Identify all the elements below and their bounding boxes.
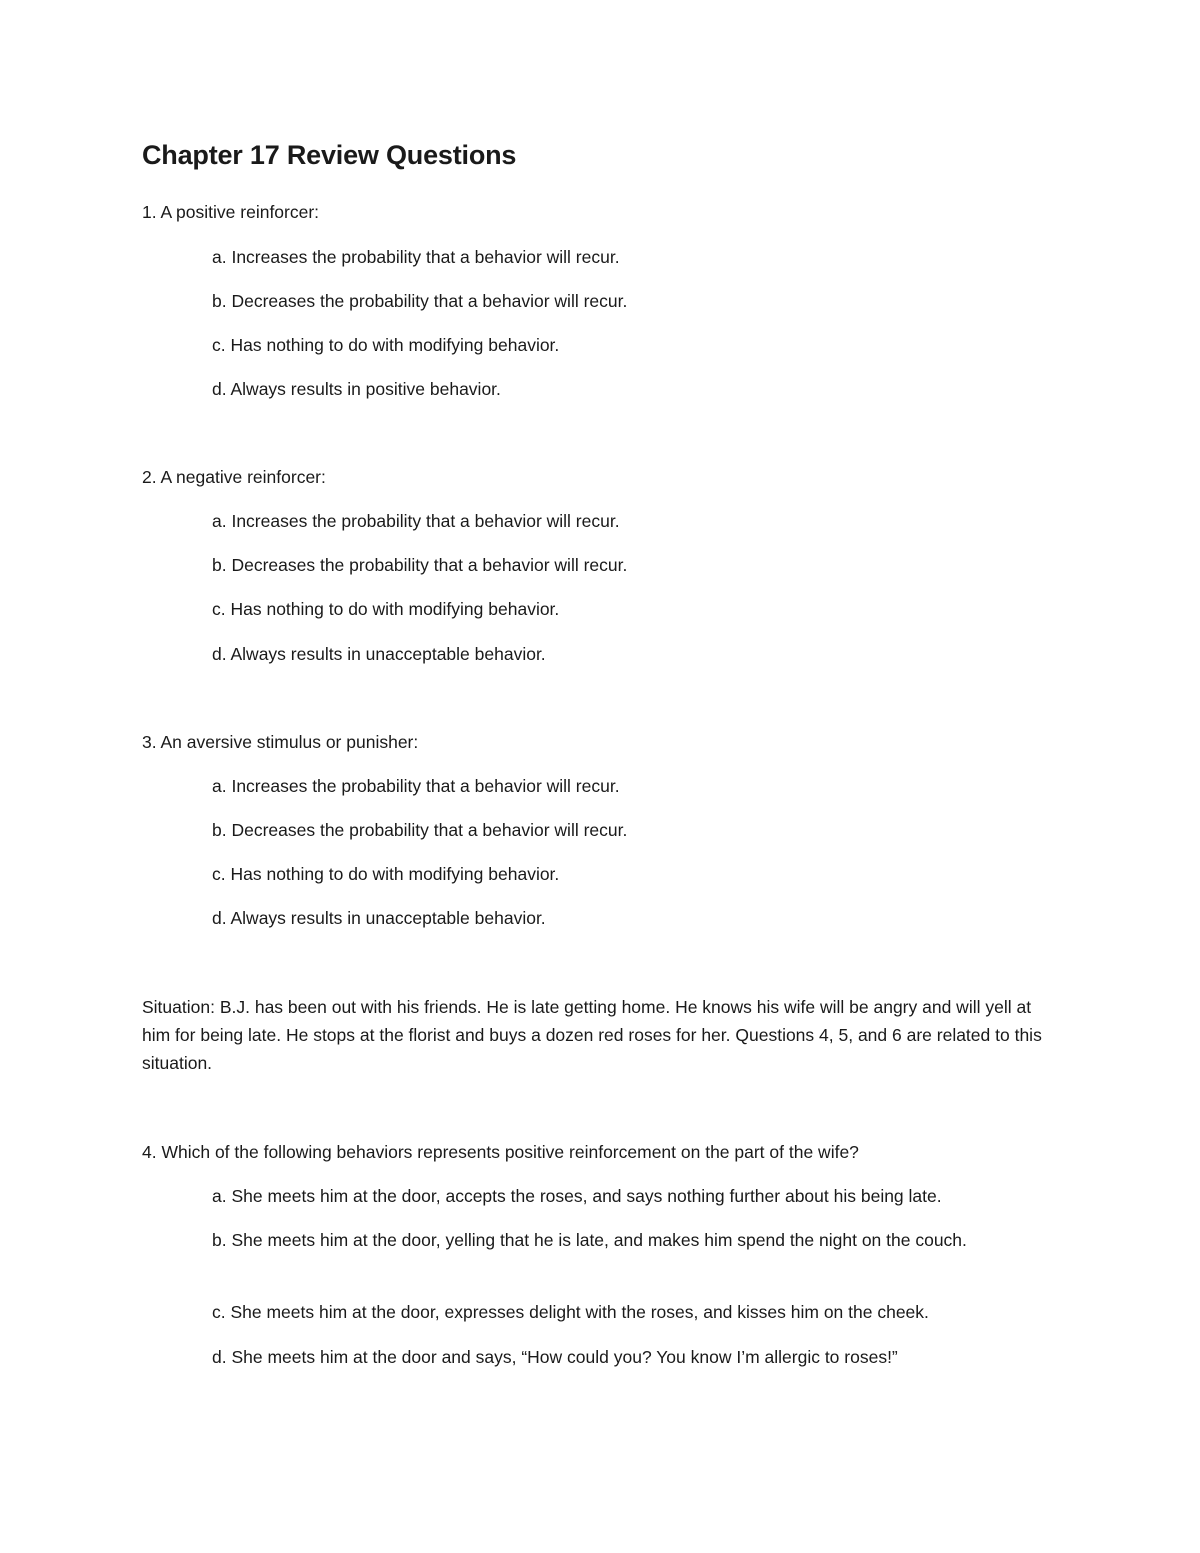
question-2-option-a: a. Increases the probability that a behavior will recur.: [212, 511, 620, 531]
question-2-option-c: c. Has nothing to do with modifying behavior.: [212, 599, 560, 619]
question-2-prompt: 2. A negative reinforcer:: [142, 467, 326, 487]
question-4-option-b: b. She meets him at the door, yelling that he is late, and makes him spend the night on the couch.: [212, 1230, 967, 1250]
page-title: Chapter 17 Review Questions: [142, 140, 517, 170]
question-2-option-d: d. Always results in unacceptable behavior.: [212, 644, 546, 664]
situation-paragraph: Situation: B.J. has been out with his friends. He is late getting home. He knows his wife will be angry and will yell at him for being late. He stops at the florist and buys a dozen red roses for her. Questions 4, 5, and 6 are related to this situation.: [142, 997, 1042, 1073]
question-3-option-d: d. Always results in unacceptable behavior.: [212, 908, 546, 928]
question-3-option-b: b. Decreases the probability that a behavior will recur.: [212, 820, 628, 840]
question-1-prompt: 1. A positive reinforcer:: [142, 202, 320, 222]
question-2-option-b: b. Decreases the probability that a behavior will recur.: [212, 555, 628, 575]
question-4-option-a: a. She meets him at the door, accepts the roses, and says nothing further about his being late.: [212, 1186, 942, 1206]
question-4-prompt: 4. Which of the following behaviors represents positive reinforcement on the part of the wife?: [142, 1142, 859, 1162]
question-1-option-c: c. Has nothing to do with modifying behavior.: [212, 335, 560, 355]
question-3-prompt: 3. An aversive stimulus or punisher:: [142, 732, 419, 752]
question-3-option-a: a. Increases the probability that a behavior will recur.: [212, 776, 620, 796]
question-3-option-c: c. Has nothing to do with modifying behavior.: [212, 864, 560, 884]
question-4-option-c: c. She meets him at the door, expresses delight with the roses, and kisses him on the cheek.: [212, 1302, 929, 1322]
question-1-option-b: b. Decreases the probability that a behavior will recur.: [212, 291, 628, 311]
question-4-option-d: d. She meets him at the door and says, “How could you? You know I’m allergic to roses!”: [212, 1347, 898, 1367]
question-1-option-d: d. Always results in positive behavior.: [212, 379, 501, 399]
question-1-option-a: a. Increases the probability that a behavior will recur.: [212, 247, 620, 267]
